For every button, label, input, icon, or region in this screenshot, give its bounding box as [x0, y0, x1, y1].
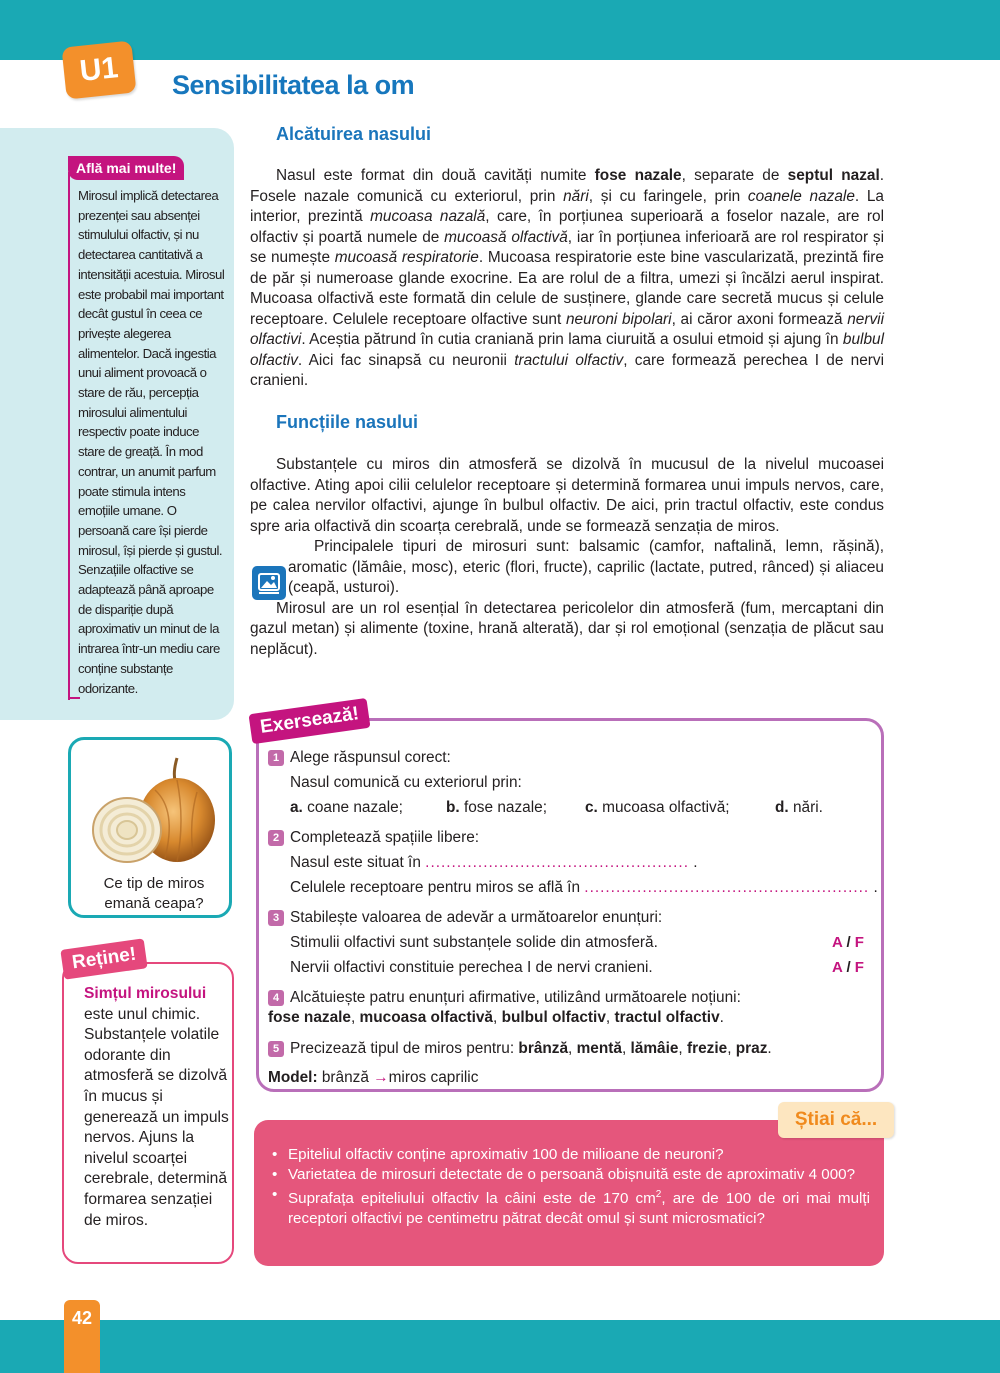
retine-tag: Reține! [60, 938, 148, 979]
text-run: , separate de [681, 167, 788, 184]
alcatuire-paragraph [250, 166, 884, 392]
onion-question: Ce tip de miros emană ceapa? [103, 875, 205, 912]
afla-text: Mirosul implică detectarea prezenței sau absenței stimulului olfactiv, și nu detectarea cantitativă a intensității acestuia. Mirosul este probabil mai important decât gustul în ceea ce privește alegerea alimentelor. Dacă ingestia unui aliment provoacă o stare de rău, percepția mirosului alimentului respectiv poate induce stare de greață. În mod contrar, un anumit parfum poate stimula intens emoțiile umane. O persoană care își pierde mirosul, își pierde și gustul. Senzațiile olfactive se adaptează până aproape de dispariție după aproximativ un minut de la intrarea într-un mediu care conține substanțe odorizante. [78, 188, 225, 696]
functii-paragraph-3: Mirosul are un rol esențial în detectarea pericolelor din atmosferă (fum, mercaptani din gazul metan) și alimente (toxine, hrană alterată), dar și rol emoțional (senzația de plăcut sau neplăcut). [250, 599, 884, 658]
onion-image [85, 750, 217, 870]
exercise-number: 4 [268, 990, 284, 1006]
true-false-choice-1[interactable]: A / F [832, 934, 864, 951]
text-run: bulbul olfactiv [250, 331, 884, 369]
text-run: coanele nazale [747, 187, 855, 205]
exercise-2-prompt: 2 Completează spațiile libere: [268, 828, 479, 848]
onion-question-box [68, 737, 232, 918]
exercise-1-option-b[interactable]: b. fose nazale; [446, 799, 547, 816]
text-run: . Aceștia pătrund în cutia craniană prin lama ciuruită a osului etmoid și ajung în [301, 331, 843, 348]
exercise-3-statement-2: Nervii olfactivi constituie perechea I de nervi cranieni. [290, 959, 653, 976]
text-run: mucoasă respiratorie [334, 249, 479, 266]
exercise-2-line-1: Nasul este situat în .................................................. . [290, 854, 698, 871]
functii-paragraph-odors: Principalele tipuri de mirosuri sunt: balsamic (camfor, naftalină, lemn, rășină), aromatic (lămâie, mosc), eteric (flori, fructe), caprilic (lactate, putred, rânced) și aliaceu (ceapă, usturoi). [288, 538, 884, 596]
unit-badge: U1 [61, 40, 136, 99]
exercise-4-prompt: 4 Alcătuiește patru enunțuri afirmative, utilizând următoarele noțiuni: fose nazale, mucoasa olfactivă, bulbul olfactiv, tractul olfactiv. [268, 989, 741, 1026]
exercise-number: 5 [268, 1041, 284, 1057]
fill-blank-1[interactable]: .................................................. [425, 854, 689, 871]
exercise-number: 1 [268, 750, 284, 766]
text-run: Nasul este format din două cavități numite [276, 167, 595, 184]
exercise-1-prompt: 1 Alege răspunsul corect: [268, 748, 451, 768]
afla-accent-line [68, 172, 70, 700]
stiai-item: • Varietatea de mirosuri detectate de o persoană obișnuită este de aproximativ 4 000? [268, 1165, 870, 1185]
retine-body: este unul chimic. Substanțele volatile odorante din atmosferă se dizolvă în mucus și generează un impuls nervos. Ajuns la nivelul scoarței cerebrale, determină formarea senzației de miros. [84, 1005, 229, 1229]
stiai-list [268, 1145, 870, 1229]
text-run: tractului olfactiv [514, 351, 624, 369]
text-run: neuroni bipolari [565, 310, 672, 328]
exercise-5-prompt: 5 Precizează tipul de miros pentru: brânză, mentă, lămâie, frezie, praz. [268, 1039, 772, 1059]
image-gallery-icon[interactable] [252, 566, 286, 600]
section-body-alcatuire [250, 166, 884, 392]
exercise-1-option-c[interactable]: c. mucoasa olfactivă; [585, 799, 730, 816]
arrow-right-icon: → [373, 1069, 389, 1086]
exercise-tag: Exersează! [248, 698, 370, 744]
lesson-title: Sensibilitatea la om [172, 70, 415, 100]
true-false-choice-2[interactable]: A / F [832, 959, 864, 976]
text-run: , și cu faringele, prin [588, 187, 748, 205]
retine-highlight: Simțul mirosului [84, 985, 207, 1002]
section-body-functii [250, 455, 884, 660]
text-run: . Fosele nazale comunică cu exteriorul, prin [250, 167, 885, 205]
text-run: , ai căror axoni formează [671, 310, 848, 328]
text-run: . Aici fac sinapsă cu neuronii [297, 351, 515, 369]
functii-paragraph-1: Substanțele cu miros din atmosferă se dizolvă în mucusul de la nivelul mucoasei olfactive. Ating apoi cilii celulelor receptoare și determină formarea unui impuls nervos, care, pe calea nervilor olfactivi, ajunge în bulbul olfactiv. De aici, prin tractul olfactiv, este condus spre aria olfactivă din scoarța cerebrală, unde se formează senzația de miros. [250, 456, 884, 535]
text-run: mucoasă olfactivă [444, 228, 568, 246]
text-run: . La interior, prezintă [250, 187, 884, 225]
text-run: nervii olfactivi [250, 310, 884, 348]
exercise-model: Model: brânză →miros caprilic [268, 1069, 479, 1086]
page-number: 42 [64, 1300, 100, 1373]
text-run: . Mucoasa respiratorie este bine vascularizată, prezintă fire de păr și numeroase glande exocrine. Ea are rolul de a filtra, umezi și încălzi aerul inspirat. Mucoasa olfactivă este formată din celule de susținere, glande care secretă mucus și celule receptoare. Celulele receptoare olfactive sunt [250, 249, 884, 328]
retine-text [84, 984, 230, 1231]
bottom-banner [0, 1320, 1000, 1373]
afla-tag: Află mai multe! [68, 156, 184, 180]
section-title-functii: Funcțiile nasului [276, 412, 419, 432]
text-run: mucoasa nazală [370, 208, 486, 225]
text-run: , care formează perechea I de nervi cranieni. [250, 351, 884, 389]
stiai-item: • Epiteliul olfactiv conține aproximativ 100 de milioane de neuroni? [268, 1145, 870, 1165]
text-run: , iar în porțiunea inferioară are rol respirator și se numește [250, 228, 884, 266]
text-run: , care, în porțiunea superioară a foselor nazale, are rol olfactiv și poartă numele de [250, 208, 884, 246]
exercise-2-line-2: Celulele receptoare pentru miros se află în ...................................................... . [290, 879, 878, 896]
text-run: septul nazal [787, 167, 880, 184]
fill-blank-2[interactable]: ...................................................... [584, 879, 870, 896]
text-run: nări [563, 187, 589, 205]
exercise-number: 2 [268, 830, 284, 846]
exercise-1-stem: Nasul comunică cu exteriorul prin: [290, 774, 522, 791]
top-banner [0, 0, 1000, 60]
text-run: fose nazale [594, 167, 682, 184]
exercise-number: 3 [268, 910, 284, 926]
stiai-item: • Suprafața epiteliului olfactiv la câini este de 170 $cm^2$, are de 100 de ori mai mulți receptori olfactivi pe centimetru pătrat decât omul și sunt microsmatici? [268, 1185, 870, 1229]
exercise-3-prompt: 3 Stabilește valoarea de adevăr a următoarelor enunțuri: [268, 908, 662, 928]
stiai-tag: Știai că... [778, 1102, 894, 1138]
section-title-alcatuire: Alcătuirea nasului [276, 124, 432, 144]
exercise-3-statement-1: Stimulii olfactivi sunt substanțele solide din atmosferă. [290, 934, 658, 951]
exercise-1-option-a[interactable]: a. coane nazale; [290, 799, 403, 816]
exercise-1-option-d[interactable]: d. nări. [775, 799, 823, 816]
